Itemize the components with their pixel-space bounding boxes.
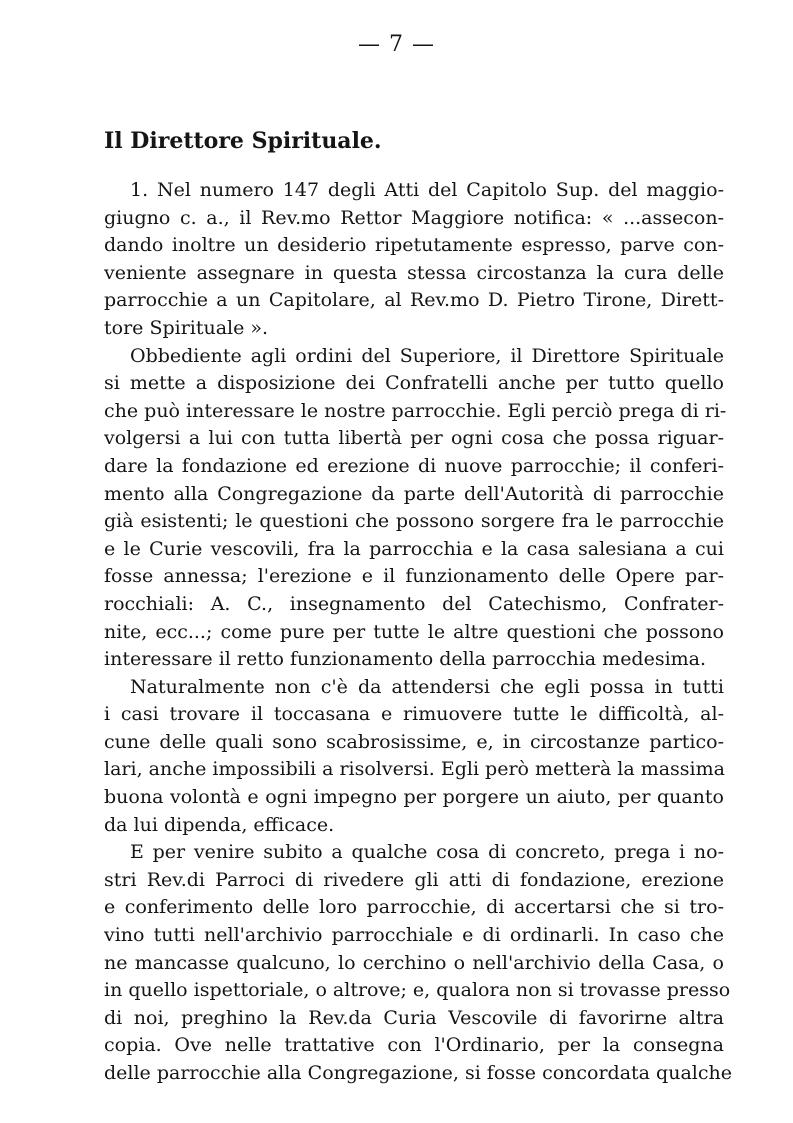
text-line: fosse annessa; l'erezione e il funzionamento delle Opere par- xyxy=(104,565,724,588)
text-line: i casi trovare il toccasana e rimuovere tutte le difficoltà, al- xyxy=(104,703,724,726)
text-line: interessare il retto funzionamento della parrocchia medesima. xyxy=(104,648,707,671)
text-line: Obbediente agli ordini del Superiore, il Direttore Spirituale xyxy=(130,344,724,367)
text-line: Naturalmente non c'è da attendersi che egli possa in tutti xyxy=(130,675,724,698)
text-line: da lui dipenda, efficace. xyxy=(104,813,335,836)
body-text xyxy=(104,177,732,1088)
text-line: lari, anche impossibili a risolversi. Egli però metterà la massima xyxy=(104,758,725,781)
text-line: dando inoltre un desiderio ripetutamente espresso, parve con- xyxy=(104,234,724,257)
text-line: 1. Nel numero 147 degli Atti del Capitolo Sup. del maggio- xyxy=(130,179,724,201)
text-line: giugno c. a., il Rev.mo Rettor Maggiore notifica: « ...assecon- xyxy=(104,206,724,229)
text-line: rocchiali: A. C., insegnamento del Catechismo, Confrater- xyxy=(104,592,724,615)
section-title: Il Direttore Spirituale. xyxy=(104,128,382,154)
text-line: e le Curie vescovili, fra la parrocchia e la casa salesiana a cui xyxy=(104,537,724,560)
text-line: già esistenti; le questioni che possono sorgere fra le parrocchie xyxy=(104,510,724,533)
text-line: parrocchie a un Capitolare, al Rev.mo D. Pietro Tirone, Dirett- xyxy=(104,289,724,312)
text-line: veniente assegnare in questa stessa circostanza la cura delle xyxy=(104,261,724,284)
paragraph-3 xyxy=(104,674,724,840)
text-line: ne mancasse qualcuno, lo cerchino o nell'archivio della Casa, o xyxy=(104,951,724,974)
text-line: in quello ispettoriale, o altrove; e, qualora non si trovasse presso xyxy=(104,979,731,1002)
text-line: che può interessare le nostre parrocchie. Egli perciò prega di ri- xyxy=(104,399,727,422)
text-line: dare la fondazione ed erezione di nuove parrocchie; il conferi- xyxy=(104,454,724,477)
text-line: e conferimento delle loro parrocchie, di accertarsi che si tro- xyxy=(104,896,724,919)
text-line: E per venire subito a qualche cosa di concreto, prega i no- xyxy=(130,841,724,864)
paragraph-1 xyxy=(104,177,724,343)
text-line: volgersi a lui con tutta libertà per ogni cosa che possa riguar- xyxy=(104,427,724,450)
text-line: stri Rev.di Parroci di rivedere gli atti di fondazione, erezione xyxy=(104,868,724,891)
text-line: si mette a disposizione dei Confratelli anche per tutto quello xyxy=(104,372,724,395)
text-line: vino tutti nell'archivio parrocchiale e di ordinarli. In caso che xyxy=(104,924,724,947)
text-line: buona volontà e ogni impegno per porgere un aiuto, per quanto xyxy=(104,786,724,809)
text-line: nite, ecc...; come pure per tutte le altre questioni che possono xyxy=(104,620,724,643)
text-line: tore Spirituale ». xyxy=(104,316,269,339)
paragraph-4 xyxy=(104,839,732,1087)
text-line: cune delle quali sono scabrosissime, e, in circostanze partico- xyxy=(104,730,724,753)
text-line: mento alla Congregazione da parte dell'Autorità di parrocchie xyxy=(104,482,724,505)
text-line: di noi, preghino la Rev.da Curia Vescovile di favorirne altra xyxy=(104,1006,724,1029)
paragraph-2 xyxy=(104,343,727,674)
text-line: delle parrocchie alla Congregazione, si fosse concordata qualche xyxy=(104,1062,732,1084)
text-line: copia. Ove nelle trattative con l'Ordinario, per la consegna xyxy=(104,1034,724,1057)
page-number: — 7 — xyxy=(358,32,435,57)
